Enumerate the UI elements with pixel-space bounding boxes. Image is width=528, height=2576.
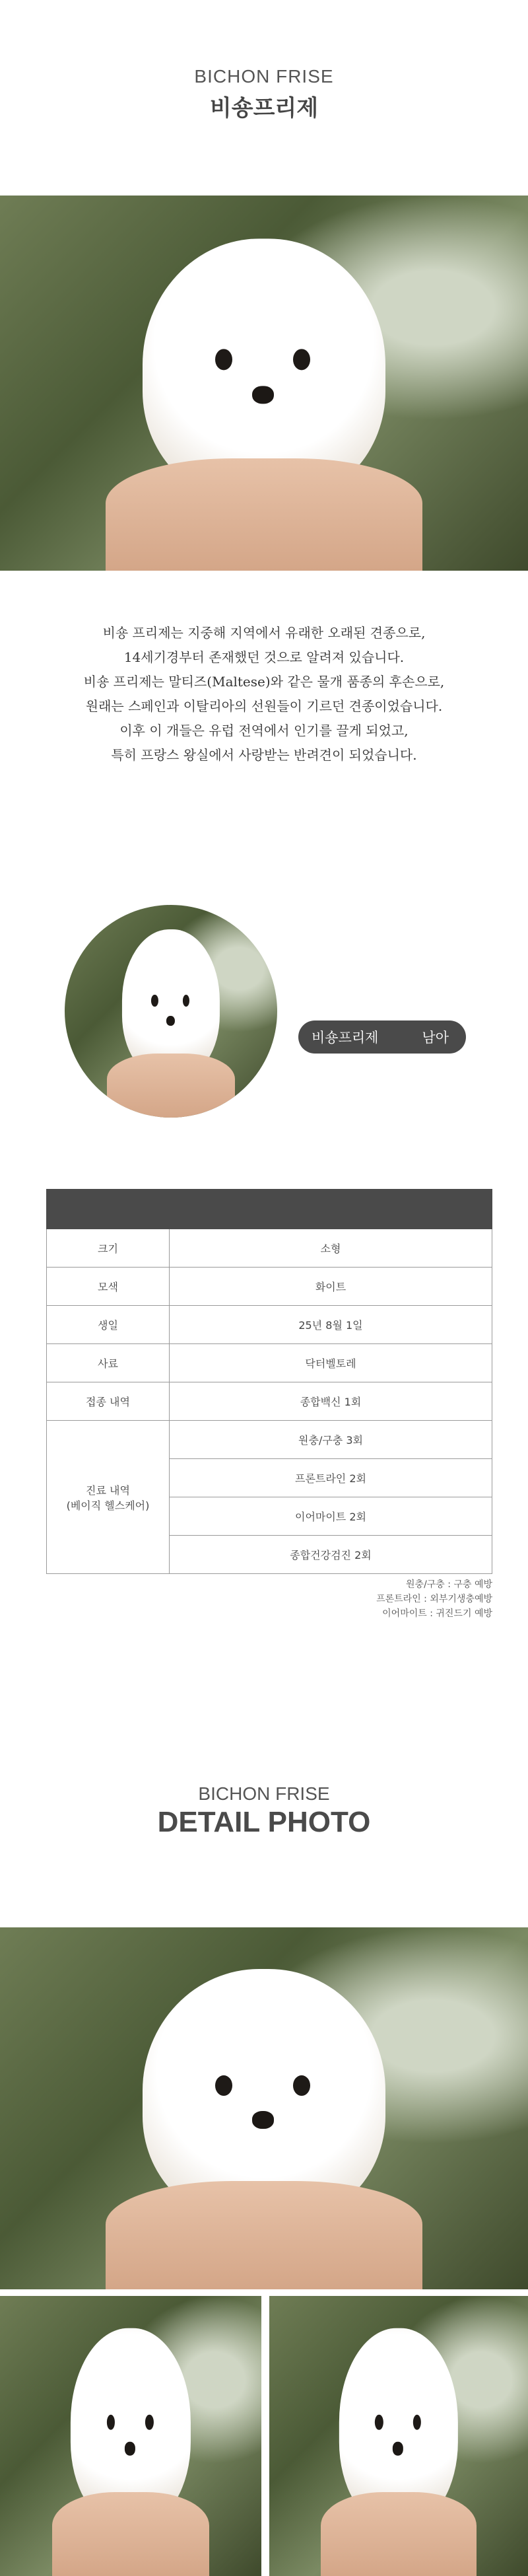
table-row (47, 1268, 492, 1306)
row-label: 사료 (47, 1344, 170, 1382)
table-header-row (47, 1190, 492, 1229)
row-value: 소형 (170, 1229, 492, 1268)
detail-photo-right (269, 2296, 528, 2576)
care-label (47, 1421, 170, 1574)
note-line: 이어마이트 : 귀진드기 예방 (382, 1608, 492, 1619)
breed-title-en: BICHON FRISE (194, 66, 334, 87)
row-value: 종합백신 1회 (170, 1382, 492, 1421)
table-row (47, 1421, 492, 1459)
profile-name: 비숑프리제 (312, 1030, 379, 1046)
care-label-line: (베이직 헬스케어) (66, 1499, 150, 1512)
note-line: 원충/구충 : 구충 예방 (406, 1579, 492, 1590)
description-line: 14세기경부터 존재했던 것으로 알려져 있습니다. (123, 649, 405, 665)
description-line: 비숑 프리제는 말티즈(Maltese)와 같은 물개 품종의 후손으로, (83, 674, 445, 690)
row-value: 닥터벨토레 (170, 1344, 492, 1382)
row-label: 모색 (47, 1268, 170, 1306)
hands-figure (106, 2181, 422, 2289)
table-row (47, 1229, 492, 1268)
table-row (47, 1382, 492, 1421)
hands-figure (107, 1054, 234, 1118)
detail-title-main: DETAIL PHOTO (157, 1806, 371, 1838)
care-value: 원충/구충 3회 (170, 1421, 492, 1459)
row-value: 화이트 (170, 1268, 492, 1306)
breed-description (0, 621, 528, 768)
detail-photo-left (0, 2296, 261, 2576)
detail-title-block (0, 1783, 528, 1839)
row-value: 25년 8월 1일 (170, 1306, 492, 1344)
description-line: 비숑 프리제는 지중해 지역에서 유래한 오래된 견종으로, (102, 625, 426, 641)
description-line: 특히 프랑스 왕실에서 사랑받는 반려견이 되었습니다. (111, 747, 417, 763)
profile-photo (65, 905, 277, 1118)
table-row (47, 1344, 492, 1382)
care-label-line: 진료 내역 (86, 1484, 130, 1497)
row-label: 생일 (47, 1306, 170, 1344)
description-line: 원래는 스페인과 이탈리아의 선원들이 기르던 견종이었습니다. (85, 698, 443, 714)
hands-figure (106, 458, 422, 571)
care-value: 프론트라인 2회 (170, 1459, 492, 1497)
note-line: 프론트라인 : 외부기생충예방 (376, 1594, 492, 1604)
row-label: 크기 (47, 1229, 170, 1268)
care-notes (376, 1577, 492, 1621)
title-block (0, 66, 528, 122)
breed-title-ko: 비숑프리제 (209, 95, 319, 122)
hero-photo (0, 196, 528, 571)
row-label: 접종 내역 (47, 1382, 170, 1421)
profile-gender: 남아 (422, 1030, 449, 1046)
info-table (46, 1189, 492, 1574)
hands-figure (52, 2492, 209, 2576)
description-line: 이후 이 개들은 유럽 전역에서 인기를 끌게 되었고, (119, 723, 409, 738)
detail-photo-large (0, 1927, 528, 2289)
detail-title-en: BICHON FRISE (198, 1783, 330, 1804)
hands-figure (321, 2492, 476, 2576)
table-row (47, 1306, 492, 1344)
profile-badge (298, 1020, 466, 1054)
care-value: 종합건강검진 2회 (170, 1536, 492, 1574)
care-value: 이어마이트 2회 (170, 1497, 492, 1536)
